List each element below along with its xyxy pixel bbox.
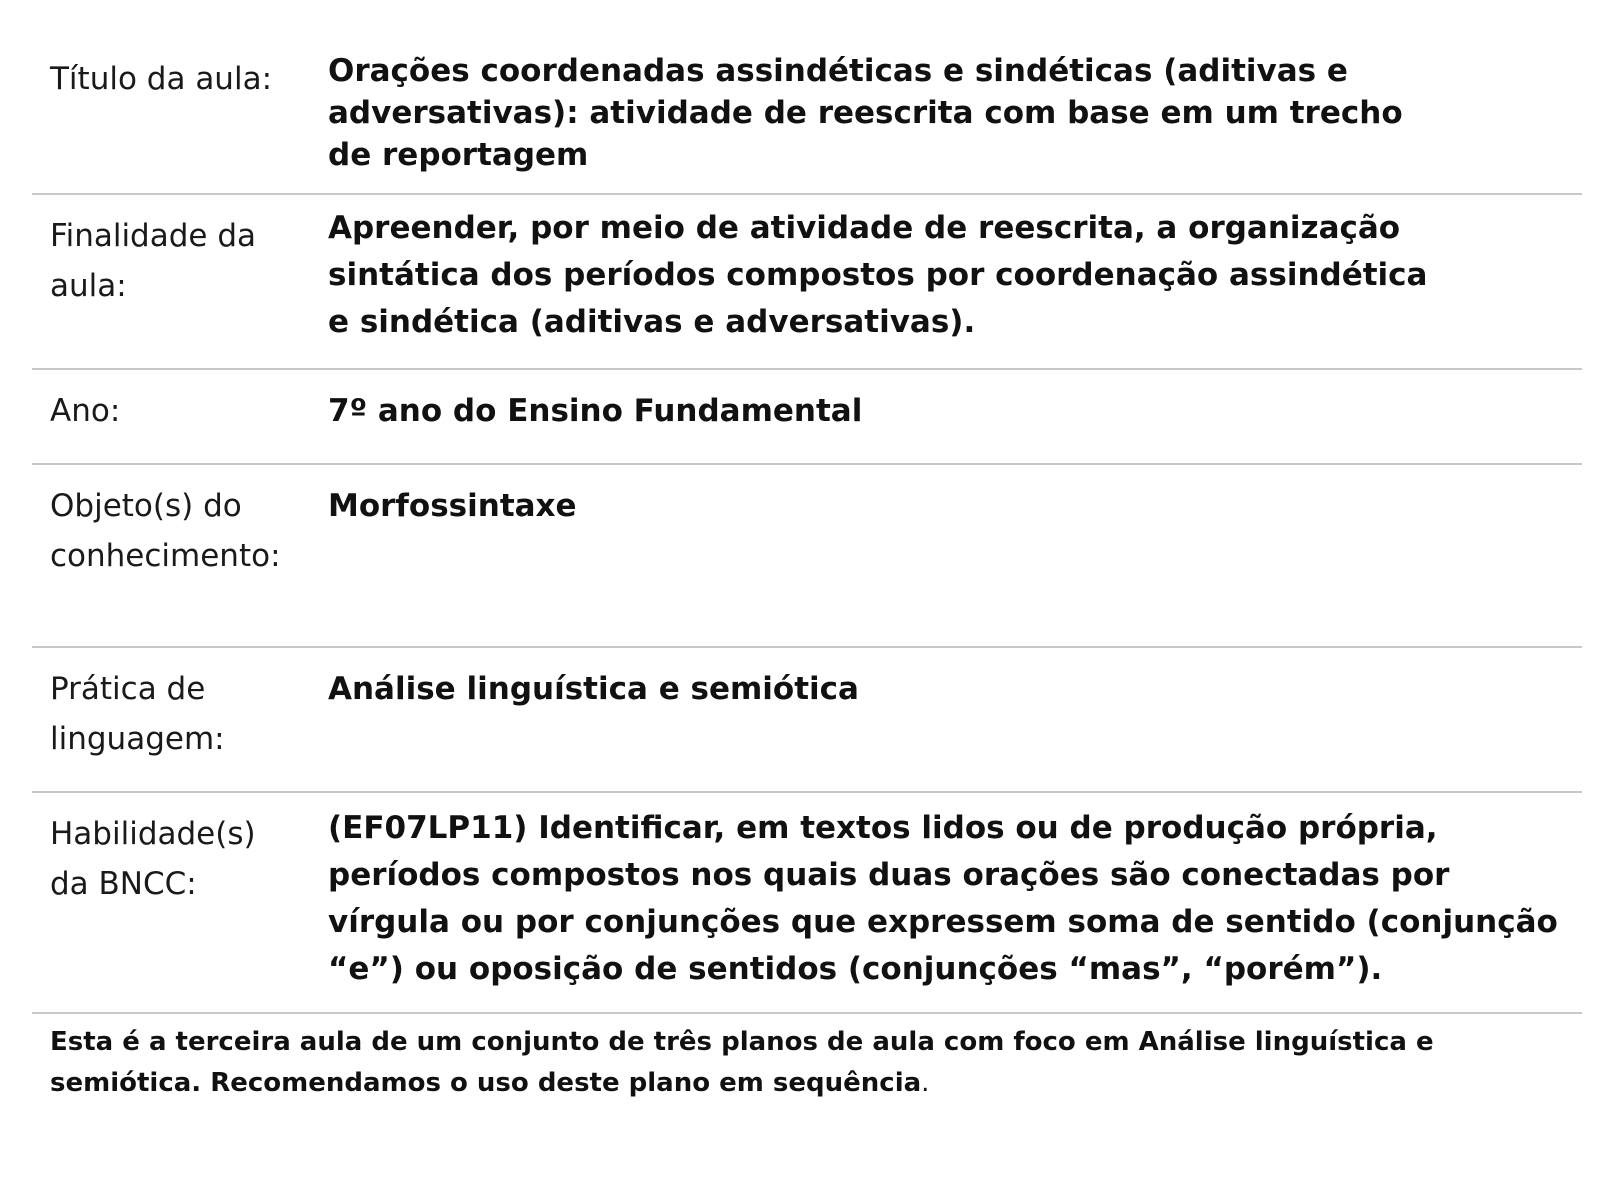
row-lesson-purpose xyxy=(32,205,1582,365)
language-practice-label: Prática de linguagem: xyxy=(50,671,225,757)
lesson-title-label: Título da aula: xyxy=(50,61,273,97)
sequence-note-period: . xyxy=(921,1068,930,1098)
row-knowledge-object xyxy=(32,481,1582,641)
row-language-practice xyxy=(32,664,1582,784)
row-school-year xyxy=(32,386,1582,456)
row-bncc-skills xyxy=(32,805,1582,1005)
knowledge-object-value: Morfossintaxe xyxy=(328,488,577,524)
bncc-skills-label: Habilidade(s) da BNCC: xyxy=(50,816,256,902)
divider xyxy=(32,791,1582,793)
knowledge-object-label: Objeto(s) do conhecimento: xyxy=(50,488,281,574)
row-lesson-title xyxy=(32,48,1582,188)
school-year-label: Ano: xyxy=(50,393,121,429)
lesson-title-value: Orações coordenadas assindéticas e sindéticas (aditivas e adversativas): atividade de reescrita com base em um trecho de reportagem xyxy=(328,53,1403,173)
lesson-purpose-value: Apreender, por meio de atividade de reescrita, a organização sintática dos períodos compostos por coordenação assindética e sindética (aditivas e adversativas). xyxy=(328,210,1428,340)
divider xyxy=(32,193,1582,195)
divider xyxy=(32,463,1582,465)
divider xyxy=(32,1012,1582,1014)
lesson-purpose-label: Finalidade da aula: xyxy=(50,218,257,304)
sequence-note-text: Esta é a terceira aula de um conjunto de três planos de aula com foco em Análise linguística e semiótica. Recomendamos o uso deste plano em sequência xyxy=(50,1027,1434,1098)
bncc-skills-value: (EF07LP11) Identificar, em textos lidos ou de produção própria, períodos compostos nos quais duas orações são conectadas por vírgula ou por conjunções que expressem soma de sentido (conjunção “e”) ou oposição de sentidos (conjunções “mas”, “porém”). xyxy=(328,810,1558,987)
language-practice-value: Análise linguística e semiótica xyxy=(328,671,859,707)
divider xyxy=(32,368,1582,370)
divider xyxy=(32,646,1582,648)
sequence-note xyxy=(50,1022,1530,1104)
school-year-value: 7º ano do Ensino Fundamental xyxy=(328,393,863,429)
